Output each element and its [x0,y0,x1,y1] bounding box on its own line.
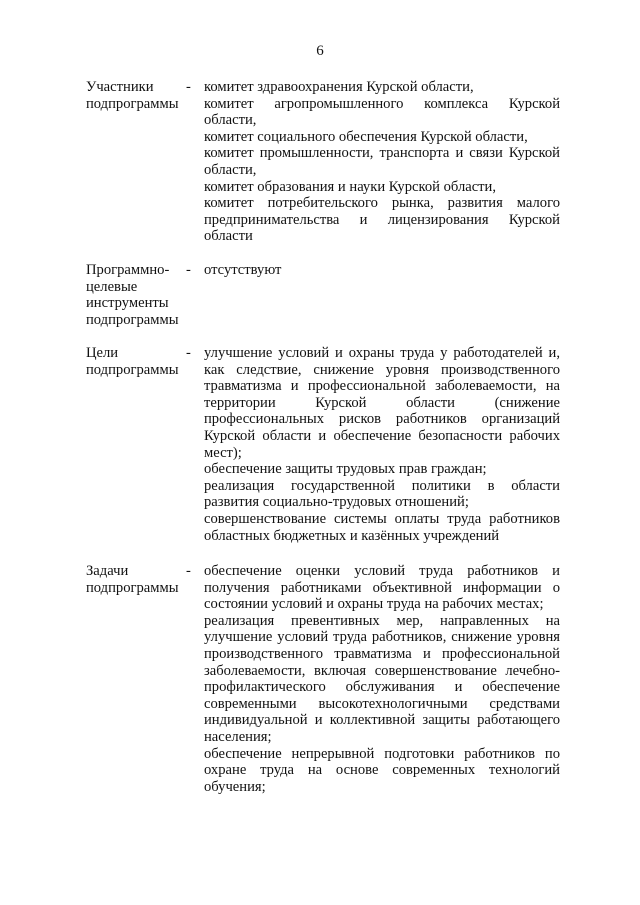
list-item: комитет промышленности, транспорта и связи Курской области, [204,145,560,178]
section-dash: - [186,345,191,361]
section-label: Участники подпрограммы [86,79,179,112]
list-item: комитет социального обеспечения Курской области, [204,128,528,145]
list-item: совершенствование системы оплаты труда работников областных бюджетных и казённых учреждений [204,510,560,544]
list-item: реализация государственной политики в области развития социально-трудовых отношений; [204,477,560,511]
list-item: отсутствуют [204,262,282,278]
section-content [204,345,560,544]
section-content [204,563,560,795]
section-dash: - [186,262,191,278]
section-label: Программно- целевые инструменты подпрограммы [86,262,179,328]
list-item: обеспечение защиты трудовых прав граждан; [204,461,487,478]
section-label: Цели подпрограммы [86,345,179,378]
section-dash: - [186,79,191,95]
section-dash: - [186,563,191,579]
list-item: реализация превентивных мер, направленных на улучшение условий труда работников, снижение уровня производственного травматизма и профессиональной заболеваемости, включая совершенствование лечебно-профилактического обслуживания и обеспечение современными высокотехнологичными средствами индивидуальной и коллективной защиты работающего населения; [204,612,560,745]
list-item: комитет здравоохранения Курской области, [204,79,474,95]
page-number: 6 [316,43,324,59]
list-item: обеспечение непрерывной подготовки работников по охране труда на основе современных технологий обучения; [204,745,560,795]
list-item: комитет агропромышленного комплекса Курской области, [204,95,560,129]
section-content [204,79,560,245]
section-label: Задачи подпрограммы [86,563,179,596]
list-item: комитет потребительского рынка, развития малого предпринимательства и лицензирования Курской области [204,195,560,245]
list-item: комитет образования и науки Курской области, [204,178,497,195]
list-item: обеспечение оценки условий труда работников и получения работниками объективной информации о состоянии условий и охраны труда на рабочих местах; [204,563,560,613]
section-content [204,262,560,279]
list-item: улучшение условий и охраны труда у работодателей и, как следствие, снижение уровня производственного травматизма и профессиональной заболеваемости, на территории Курской области (снижение профессиональных рисков работников организаций Курской области и обеспечение безопасности рабочих мест); [204,345,560,461]
